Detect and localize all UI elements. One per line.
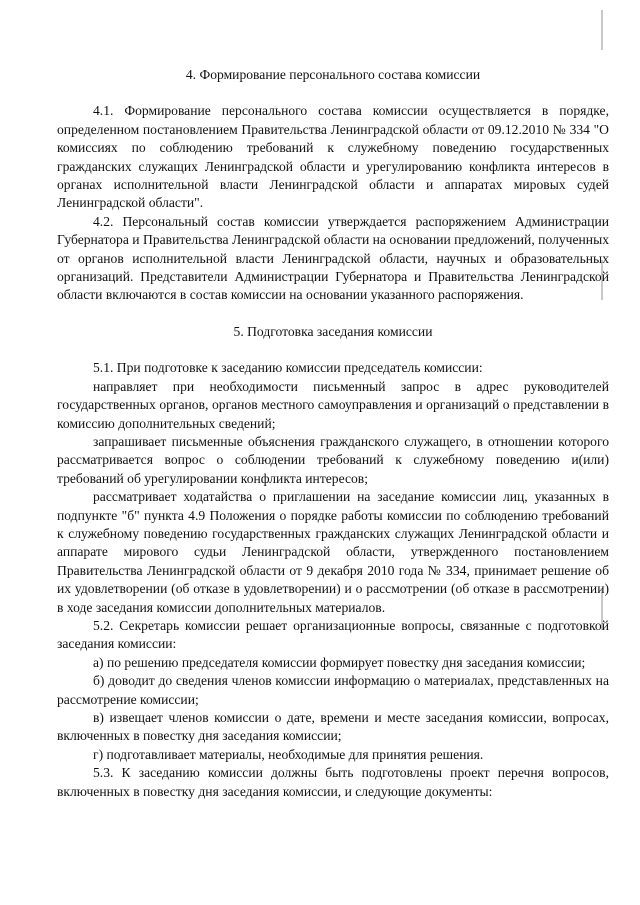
paragraph-5-2-b: б) доводит до сведения членов комиссии информацию о материалах, представленных на рассмотрение комиссии;: [57, 673, 609, 707]
paragraph-4-2: 4.2. Персональный состав комиссии утверждается распоряжением Администрации Губернатора и Правительства Ленинградской области на основании предложений, полученных от органов исполнительной власти Ленинградской области, научных и образовательных организаций. Представители Администрации Губернатора и Правительства Ленинградской области включаются в состав комиссии на основании указанного распоряжения.: [57, 213, 609, 303]
section-4-heading: 4. Формирование персонального состава комиссии: [185, 67, 481, 82]
paragraph-5-2-a: а) по решению председателя комиссии формирует повестку дня заседания комиссии;: [93, 654, 586, 670]
paragraph-5-2: 5.2. Секретарь комиссии решает организационные вопросы, связанные с подготовкой заседания комиссии:: [57, 617, 609, 652]
section-5-heading: 5. Подготовка заседания комиссии: [233, 323, 433, 339]
paragraph-5-3: 5.3. К заседанию комиссии должны быть подготовлены проект перечня вопросов, включенных в повестку дня заседания комиссии, и следующие документы:: [57, 765, 609, 799]
scan-edge-mark: [601, 10, 603, 50]
document-body: [57, 60, 609, 801]
paragraph-5-1: 5.1. При подготовке к заседанию комиссии председатель комиссии:: [93, 360, 483, 376]
paragraph-5-2-g: г) подготавливает материалы, необходимые для принятия решения.: [93, 746, 484, 762]
paragraph-5-1-item-request: направляет при необходимости письменный запрос в адрес руководителей государственных органов, органов местного самоуправления и организаций о представлении в комиссию дополнительных сведений;: [57, 378, 609, 431]
paragraph-5-1-item-petitions: рассматривает ходатайства о приглашении на заседание комиссии лиц, указанных в подпункте "б" пункта 4.9 Положения о порядке работы комиссии по соблюдению требований к служебному поведению государственных гражданских служащих Ленинградской области и аппарате мирового судьи Ленинградской области, утвержденного постановлением Правительства Ленинградской области от 9 декабря 2010 года № 334, принимает решение об их удовлетворении (об отказе в удовлетворении) и о рассмотрении (об отказе в рассмотрении) в ходе заседания комиссии дополнительных материалов.: [57, 489, 609, 615]
paragraph-5-1-item-explanations: запрашивает письменные объяснения гражданского служащего, в отношении которого рассматривается вопрос о соблюдении требований к служебному поведению и(или) требований об урегулировании конфликта интересов;: [57, 433, 609, 486]
paragraph-5-2-v: в) извещает членов комиссии о дате, времени и месте заседания комиссии, вопросах, включенных в повестку дня заседания комиссии;: [57, 710, 609, 744]
paragraph-4-1: 4.1. Формирование персонального состава комиссии осуществляется в порядке, определенном постановлением Правительства Ленинградской области от 09.12.2010 № 334 "О комиссиях по соблюдению требований к служебному поведению государственных гражданских служащих Ленинградской области и урегулированию конфликта интересов в органах исполнительной власти Ленинградской области и аппаратах мировых судей Ленинградской области".: [57, 103, 609, 211]
